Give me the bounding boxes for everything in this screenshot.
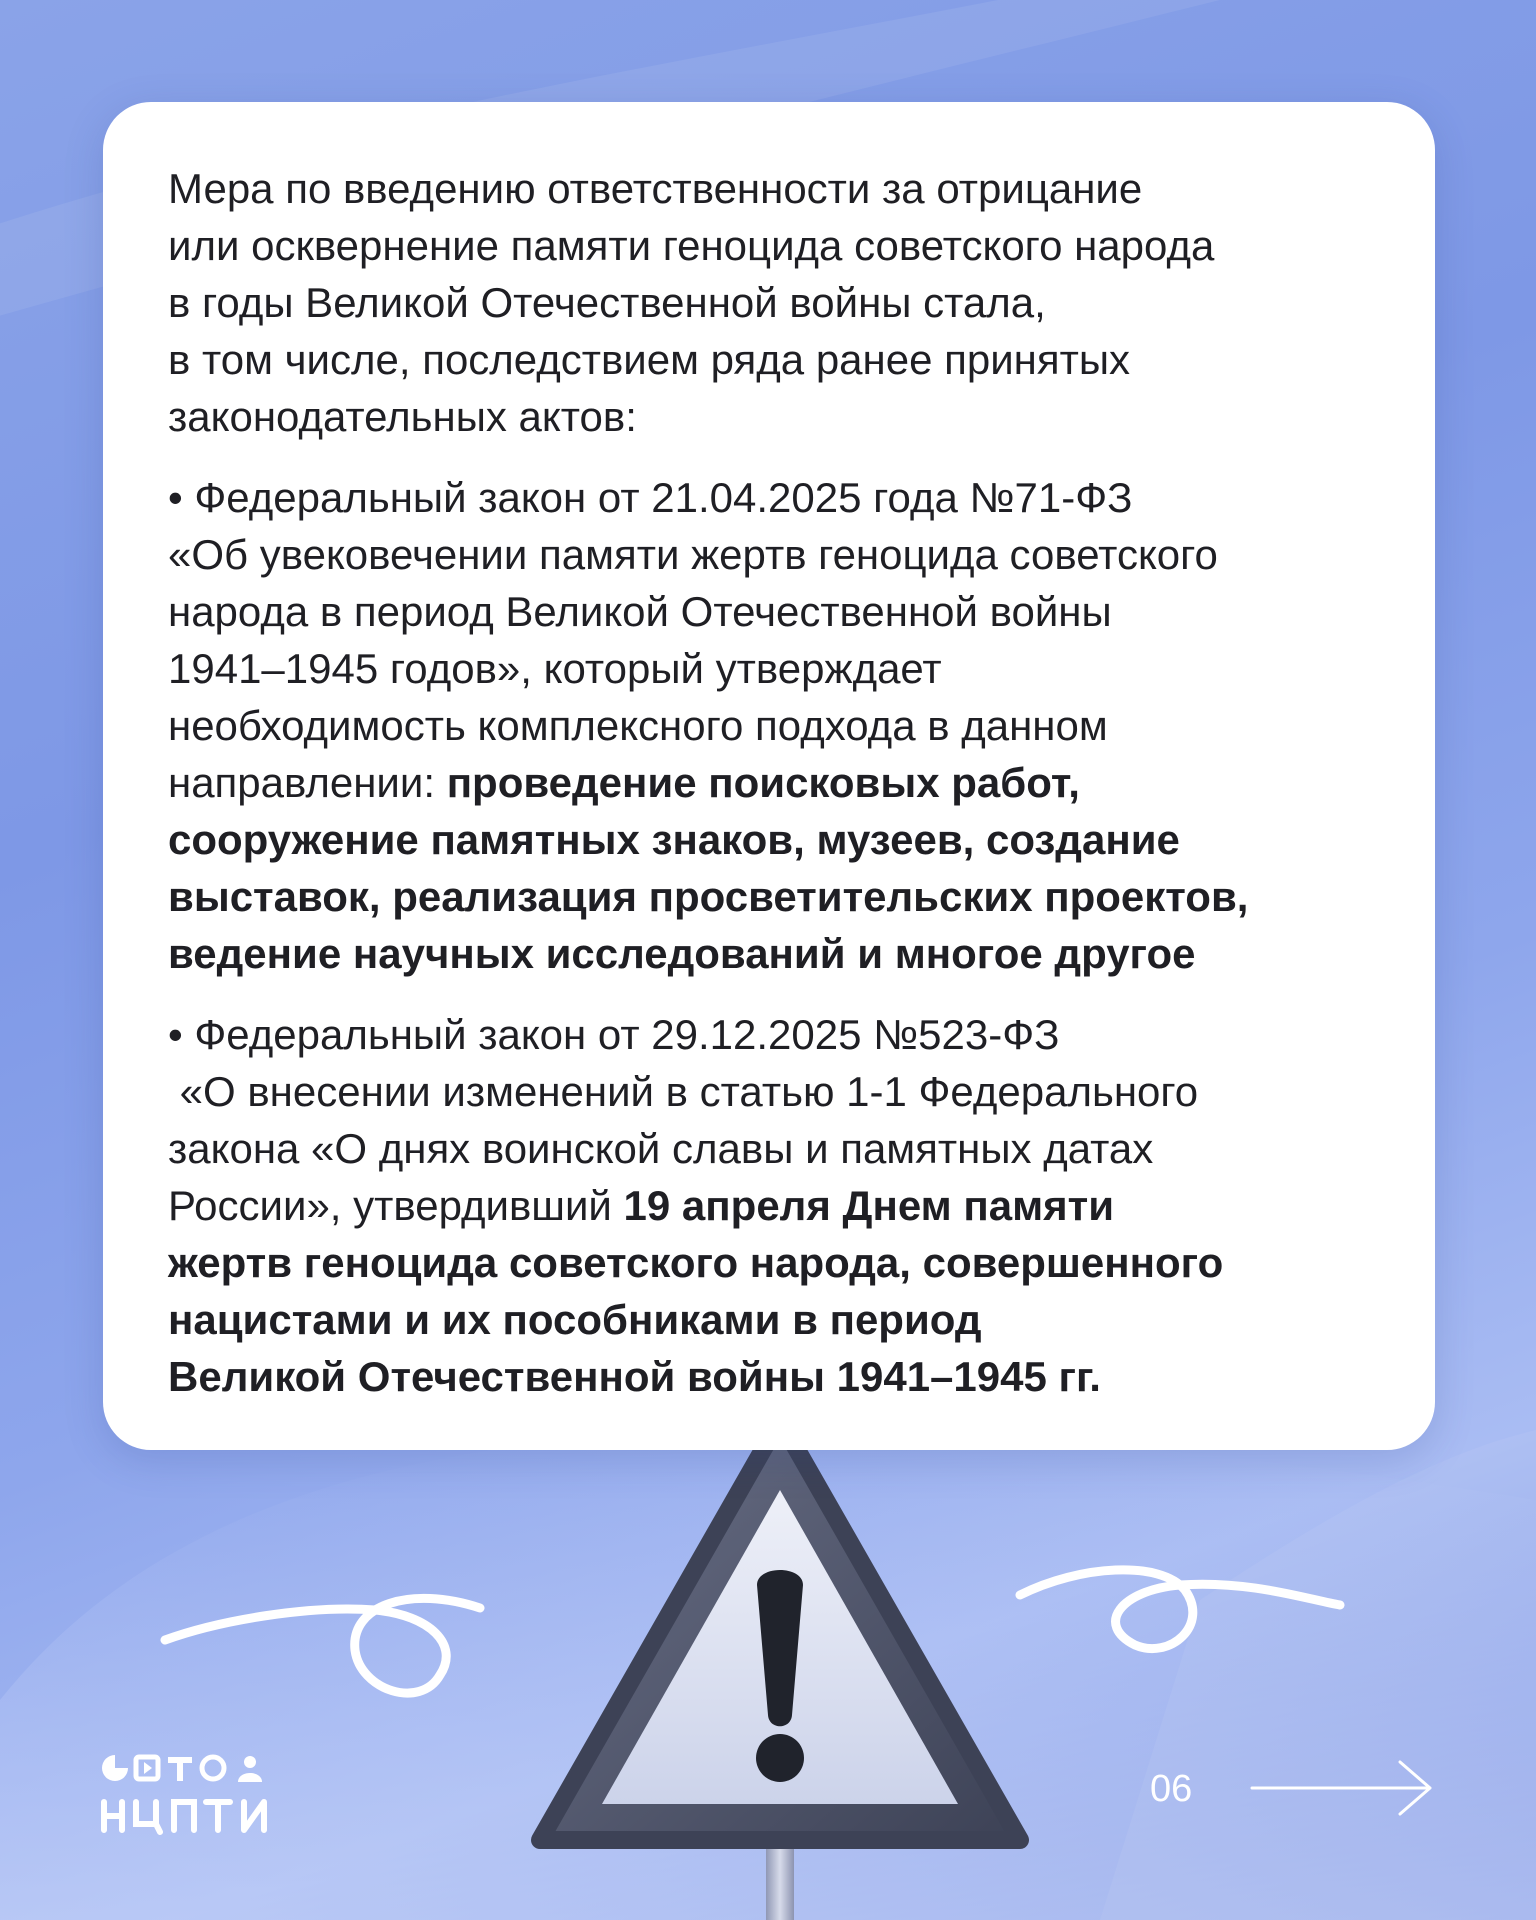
- law-highlight-fragment: 19 апреля Днем памяти: [623, 1182, 1115, 1229]
- law-highlight-line: жертв геноцида советского народа, совершенного: [168, 1239, 1224, 1286]
- logo-glyph-row: [100, 1752, 270, 1786]
- swirl-right-icon: [1010, 1545, 1350, 1715]
- law-title-line: • Федеральный закон от 21.04.2025 года №71-ФЗ: [168, 474, 1133, 521]
- law-highlight-line: нацистами и их пособниками в период: [168, 1296, 982, 1343]
- intro-line: в том числе, последствием ряда ранее принятых: [168, 336, 1131, 383]
- law-highlight-line: ведение научных исследований и многое другое: [168, 930, 1196, 977]
- law-text-fragment: направлении:: [168, 759, 447, 806]
- law-523-fz-paragraph: [168, 1006, 1369, 1405]
- law-highlight-fragment: проведение поисковых работ,: [446, 759, 1080, 806]
- logo-text: [100, 1796, 270, 1836]
- law-text-line: 1941–1945 годов», который утверждает: [168, 645, 942, 692]
- arrow-right-icon[interactable]: [1250, 1758, 1436, 1818]
- law-text-line: необходимость комплексного подхода в данном: [168, 702, 1108, 749]
- law-text-line: народа в период Великой Отечественной войны: [168, 588, 1112, 635]
- intro-line: Мера по введению ответственности за отрицание: [168, 165, 1143, 212]
- law-highlight-line: Великой Отечественной войны 1941–1945 гг.: [168, 1353, 1101, 1400]
- law-text-line: закона «О днях воинской славы и памятных датах: [168, 1125, 1154, 1172]
- law-text-line: [168, 1177, 1369, 1234]
- law-text-line: «О внесении изменений в статью 1-1 Федерального: [168, 1068, 1199, 1115]
- law-text-line: [168, 754, 1369, 811]
- intro-line: или осквернение памяти геноцида советского народа: [168, 222, 1215, 269]
- law-title-line: • Федеральный закон от 29.12.2025 №523-ФЗ: [168, 1011, 1060, 1058]
- swirl-left-icon: [160, 1550, 500, 1720]
- law-text-fragment: России», утвердивший: [168, 1182, 624, 1229]
- law-highlight-line: выставок, реализация просветительских проектов,: [168, 873, 1249, 920]
- page-number: 06: [1150, 1768, 1193, 1810]
- law-text-line: «Об увековечении памяти жертв геноцида советского: [168, 531, 1218, 578]
- content-card: [103, 102, 1435, 1450]
- warning-sign: [520, 1400, 1040, 1920]
- organization-logo: [100, 1752, 270, 1838]
- law-71-fz-paragraph: [168, 469, 1369, 982]
- law-highlight-line: сооружение памятных знаков, музеев, создание: [168, 816, 1180, 863]
- intro-line: в годы Великой Отечественной войны стала,: [168, 279, 1046, 326]
- intro-paragraph: [168, 160, 1369, 445]
- intro-line: законодательных актов:: [168, 393, 637, 440]
